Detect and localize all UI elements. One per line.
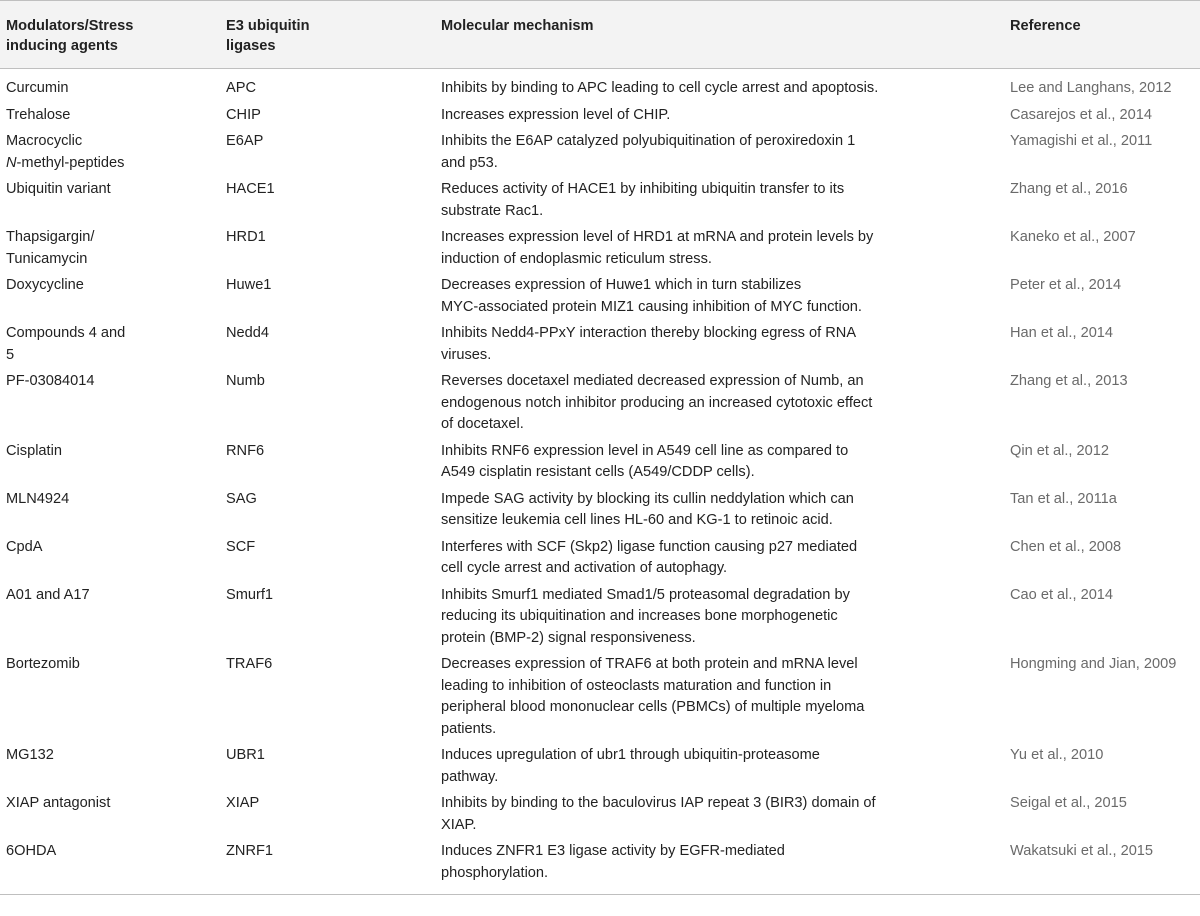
cell-e3-ligase xyxy=(224,585,441,655)
table-row xyxy=(0,179,1200,227)
e3-ligase-name: E6AP xyxy=(226,133,264,149)
modulator-line: Bortezomib xyxy=(6,656,80,672)
mechanism-line: Interferes with SCF (Skp2) ligase function causing p27 mediated xyxy=(441,538,858,555)
cell-mechanism xyxy=(441,227,1010,275)
modulator-line: MG132 xyxy=(6,747,54,763)
reference-link[interactable]: Yu et al., 2010 xyxy=(1010,747,1104,763)
header-mechanism xyxy=(441,1,1010,69)
cell-e3-ligase xyxy=(224,131,441,179)
mechanism-line: phosphorylation. xyxy=(441,864,549,881)
mechanism-line: Reduces activity of HACE1 by inhibiting ubiquitin transfer to its xyxy=(441,181,845,197)
e3-ligase-name: APC xyxy=(226,80,257,96)
table-row xyxy=(0,323,1200,371)
table-row xyxy=(0,793,1200,841)
cell-mechanism xyxy=(441,841,1010,895)
mechanism-line: A549 cisplatin resistant cells (A549/CDDP cells). xyxy=(441,464,755,480)
modulator-line: A01 and A17 xyxy=(6,586,90,603)
modulator-line: XIAP antagonist xyxy=(6,795,111,811)
modulator-line: 6OHDA xyxy=(6,843,57,859)
table-row xyxy=(0,275,1200,323)
reference-link[interactable]: Zhang et al., 2016 xyxy=(1010,181,1128,197)
modulator-line: Curcumin xyxy=(6,80,69,96)
table-row xyxy=(0,841,1200,895)
cell-reference xyxy=(1010,489,1200,537)
modulator-line: Compounds 4 and xyxy=(6,325,126,341)
cell-modulator xyxy=(0,105,224,132)
header-row xyxy=(0,1,1200,69)
mechanism-line: Inhibits by binding to the baculovirus IAP repeat 3 (BIR3) domain of xyxy=(441,795,876,811)
cell-reference xyxy=(1010,841,1200,895)
reference-link[interactable]: Chen et al., 2008 xyxy=(1010,538,1122,555)
mechanism-line: protein (BMP-2) signal responsiveness. xyxy=(441,629,696,646)
cell-modulator xyxy=(0,371,224,441)
cell-reference xyxy=(1010,227,1200,275)
reference-link[interactable]: Zhang et al., 2013 xyxy=(1010,373,1128,389)
mechanism-line: of docetaxel. xyxy=(441,416,524,432)
reference-link[interactable]: Cao et al., 2014 xyxy=(1010,586,1114,603)
cell-mechanism xyxy=(441,275,1010,323)
e3-ligase-name: Nedd4 xyxy=(226,325,270,341)
mechanism-line: Inhibits by binding to APC leading to cell cycle arrest and apoptosis. xyxy=(441,80,879,96)
cell-modulator xyxy=(0,585,224,655)
modulator-line: Cisplatin xyxy=(6,442,62,459)
mechanism-line: Inhibits Nedd4-PPxY interaction thereby blocking egress of RNA xyxy=(441,325,857,341)
cell-mechanism xyxy=(441,323,1010,371)
cell-reference xyxy=(1010,441,1200,489)
mechanism-line: Inhibits Smurf1 mediated Smad1/5 proteasomal degradation by xyxy=(441,586,850,603)
reference-link[interactable]: Hongming and Jian, 2009 xyxy=(1010,656,1177,672)
header-modulators-line: inducing agents xyxy=(6,38,118,54)
header-reference xyxy=(1010,1,1200,69)
mechanism-line: cell cycle arrest and activation of autophagy. xyxy=(441,560,728,576)
cell-reference xyxy=(1010,105,1200,132)
cell-mechanism xyxy=(441,793,1010,841)
e3-ligase-name: HACE1 xyxy=(226,181,275,197)
cell-e3-ligase xyxy=(224,745,441,793)
cell-modulator xyxy=(0,489,224,537)
mechanism-line: viruses. xyxy=(441,346,492,363)
e3-ligase-name: RNF6 xyxy=(226,442,265,459)
mechanism-line: Induces ZNFR1 E3 ligase activity by EGFR-mediated xyxy=(441,843,785,859)
table-row xyxy=(0,441,1200,489)
e3-ligase-name: HRD1 xyxy=(226,229,266,245)
reference-link[interactable]: Seigal et al., 2015 xyxy=(1010,795,1127,811)
cell-reference xyxy=(1010,537,1200,585)
modulator-line: PF-03084014 xyxy=(6,373,95,389)
cell-e3-ligase xyxy=(224,489,441,537)
cell-modulator xyxy=(0,179,224,227)
cell-reference xyxy=(1010,371,1200,441)
mechanism-line: patients. xyxy=(441,720,497,737)
mechanism-line: sensitize leukemia cell lines HL-60 and KG-1 to retinoic acid. xyxy=(441,512,833,528)
cell-e3-ligase xyxy=(224,105,441,132)
reference-link[interactable]: Han et al., 2014 xyxy=(1010,325,1114,341)
mechanism-line: pathway. xyxy=(441,768,499,785)
mechanism-line: Reverses docetaxel mediated decreased expression of Numb, an xyxy=(441,373,864,389)
table-body xyxy=(0,69,1200,895)
header-reference-line: Reference xyxy=(1010,18,1081,34)
modulator-line: N-methyl-peptides xyxy=(6,154,125,171)
cell-modulator xyxy=(0,275,224,323)
cell-modulator xyxy=(0,654,224,745)
cell-modulator xyxy=(0,323,224,371)
table-row xyxy=(0,489,1200,537)
cell-e3-ligase xyxy=(224,537,441,585)
cell-modulator xyxy=(0,441,224,489)
cell-mechanism xyxy=(441,489,1010,537)
modulator-line: Macrocyclic xyxy=(6,133,83,149)
table-row xyxy=(0,371,1200,441)
cell-modulator xyxy=(0,793,224,841)
cell-reference xyxy=(1010,654,1200,745)
e3-ligase-name: Numb xyxy=(226,373,265,389)
cell-e3-ligase xyxy=(224,69,441,105)
modulator-line: Thapsigargin/ xyxy=(6,229,95,245)
modulator-line: Trehalose xyxy=(6,106,71,123)
table-row xyxy=(0,131,1200,179)
cell-mechanism xyxy=(441,105,1010,132)
cell-reference xyxy=(1010,793,1200,841)
cell-e3-ligase xyxy=(224,793,441,841)
modulator-line: Ubiquitin variant xyxy=(6,181,111,197)
mechanism-line: Inhibits RNF6 expression level in A549 cell line as compared to xyxy=(441,442,849,459)
reference-link[interactable]: Yamagishi et al., 2011 xyxy=(1010,133,1153,149)
table-row xyxy=(0,105,1200,132)
mechanism-line: Increases expression level of CHIP. xyxy=(441,106,671,123)
cell-modulator xyxy=(0,69,224,105)
table-row xyxy=(0,585,1200,655)
table-row xyxy=(0,654,1200,745)
mechanism-line: Induces upregulation of ubr1 through ubiquitin-proteasome xyxy=(441,747,820,763)
modulator-line: Doxycycline xyxy=(6,277,84,293)
cell-modulator xyxy=(0,745,224,793)
cell-reference xyxy=(1010,131,1200,179)
mechanism-line: and p53. xyxy=(441,154,498,171)
modulator-line: Tunicamycin xyxy=(6,250,88,267)
reference-link[interactable]: Peter et al., 2014 xyxy=(1010,277,1122,293)
mechanism-line: peripheral blood mononuclear cells (PBMCs) of multiple myeloma xyxy=(441,699,865,715)
cell-modulator xyxy=(0,841,224,895)
cell-reference xyxy=(1010,69,1200,105)
cell-e3-ligase xyxy=(224,275,441,323)
italic-prefix: N xyxy=(6,154,17,171)
cell-e3-ligase xyxy=(224,654,441,745)
reference-link[interactable]: Kaneko et al., 2007 xyxy=(1010,229,1136,245)
cell-mechanism xyxy=(441,537,1010,585)
cell-mechanism xyxy=(441,745,1010,793)
cell-reference xyxy=(1010,585,1200,655)
cell-e3-ligase xyxy=(224,227,441,275)
header-modulators-line: Modulators/Stress xyxy=(6,18,134,34)
table-row xyxy=(0,745,1200,793)
e3-ligase-name: CHIP xyxy=(226,106,261,123)
mechanism-line: XIAP. xyxy=(441,816,477,833)
e3-ligase-name: Huwe1 xyxy=(226,277,272,293)
reference-link[interactable]: Casarejos et al., 2014 xyxy=(1010,106,1152,123)
e3-ligase-name: TRAF6 xyxy=(226,656,273,672)
cell-mechanism xyxy=(441,441,1010,489)
header-e3-line: E3 ubiquitin xyxy=(226,18,310,34)
mechanism-line: leading to inhibition of osteoclasts maturation and function in xyxy=(441,677,832,694)
cell-reference xyxy=(1010,179,1200,227)
modulator-line: CpdA xyxy=(6,538,43,555)
cell-e3-ligase xyxy=(224,441,441,489)
cell-e3-ligase xyxy=(224,323,441,371)
table-row xyxy=(0,69,1200,105)
cell-mechanism xyxy=(441,131,1010,179)
header-mechanism-line: Molecular mechanism xyxy=(441,18,594,34)
mechanism-line: reducing its ubiquitination and increases bone morphogenetic xyxy=(441,608,838,624)
cell-mechanism xyxy=(441,69,1010,105)
e3-ligase-name: SCF xyxy=(226,538,256,555)
reference-link[interactable]: Lee and Langhans, 2012 xyxy=(1010,80,1172,96)
modulator-line: 5 xyxy=(6,346,15,363)
reference-link[interactable]: Wakatsuki et al., 2015 xyxy=(1010,843,1154,859)
cell-mechanism xyxy=(441,585,1010,655)
table-row xyxy=(0,537,1200,585)
cell-reference xyxy=(1010,323,1200,371)
cell-modulator xyxy=(0,537,224,585)
cell-reference xyxy=(1010,745,1200,793)
e3-ligase-name: Smurf1 xyxy=(226,586,274,603)
cell-reference xyxy=(1010,275,1200,323)
reference-link[interactable]: Qin et al., 2012 xyxy=(1010,442,1109,459)
mechanism-line: endogenous notch inhibitor producing an increased cytotoxic effect xyxy=(441,394,873,411)
reference-link[interactable]: Tan et al., 2011a xyxy=(1010,490,1117,507)
mechanism-line: MYC-associated protein MIZ1 causing inhibition of MYC function. xyxy=(441,298,862,315)
e3-ligase-name: ZNRF1 xyxy=(226,843,274,859)
mechanism-line: Decreases expression of TRAF6 at both protein and mRNA level xyxy=(441,656,858,672)
e3-ligase-name: UBR1 xyxy=(226,747,265,763)
table-header xyxy=(0,1,1200,69)
mechanism-line: Increases expression level of HRD1 at mRNA and protein levels by xyxy=(441,229,874,245)
cell-e3-ligase xyxy=(224,371,441,441)
mechanism-line: Inhibits the E6AP catalyzed polyubiquitination of peroxiredoxin 1 xyxy=(441,133,856,149)
cell-modulator xyxy=(0,227,224,275)
e3-ligase-name: XIAP xyxy=(226,795,260,811)
header-e3-ligases xyxy=(224,1,441,69)
cell-mechanism xyxy=(441,371,1010,441)
mechanism-line: Impede SAG activity by blocking its cullin neddylation which can xyxy=(441,490,854,507)
cell-e3-ligase xyxy=(224,841,441,895)
mechanism-line: substrate Rac1. xyxy=(441,202,544,219)
e3-ligase-name: SAG xyxy=(226,490,257,507)
table-row xyxy=(0,227,1200,275)
cell-mechanism xyxy=(441,654,1010,745)
modulator-line: MLN4924 xyxy=(6,490,70,507)
cell-mechanism xyxy=(441,179,1010,227)
cell-e3-ligase xyxy=(224,179,441,227)
header-modulators xyxy=(0,1,224,69)
header-e3-line: ligases xyxy=(226,38,276,54)
cell-modulator xyxy=(0,131,224,179)
mechanism-line: induction of endoplasmic reticulum stress. xyxy=(441,250,712,267)
mechanism-line: Decreases expression of Huwe1 which in turn stabilizes xyxy=(441,277,802,293)
